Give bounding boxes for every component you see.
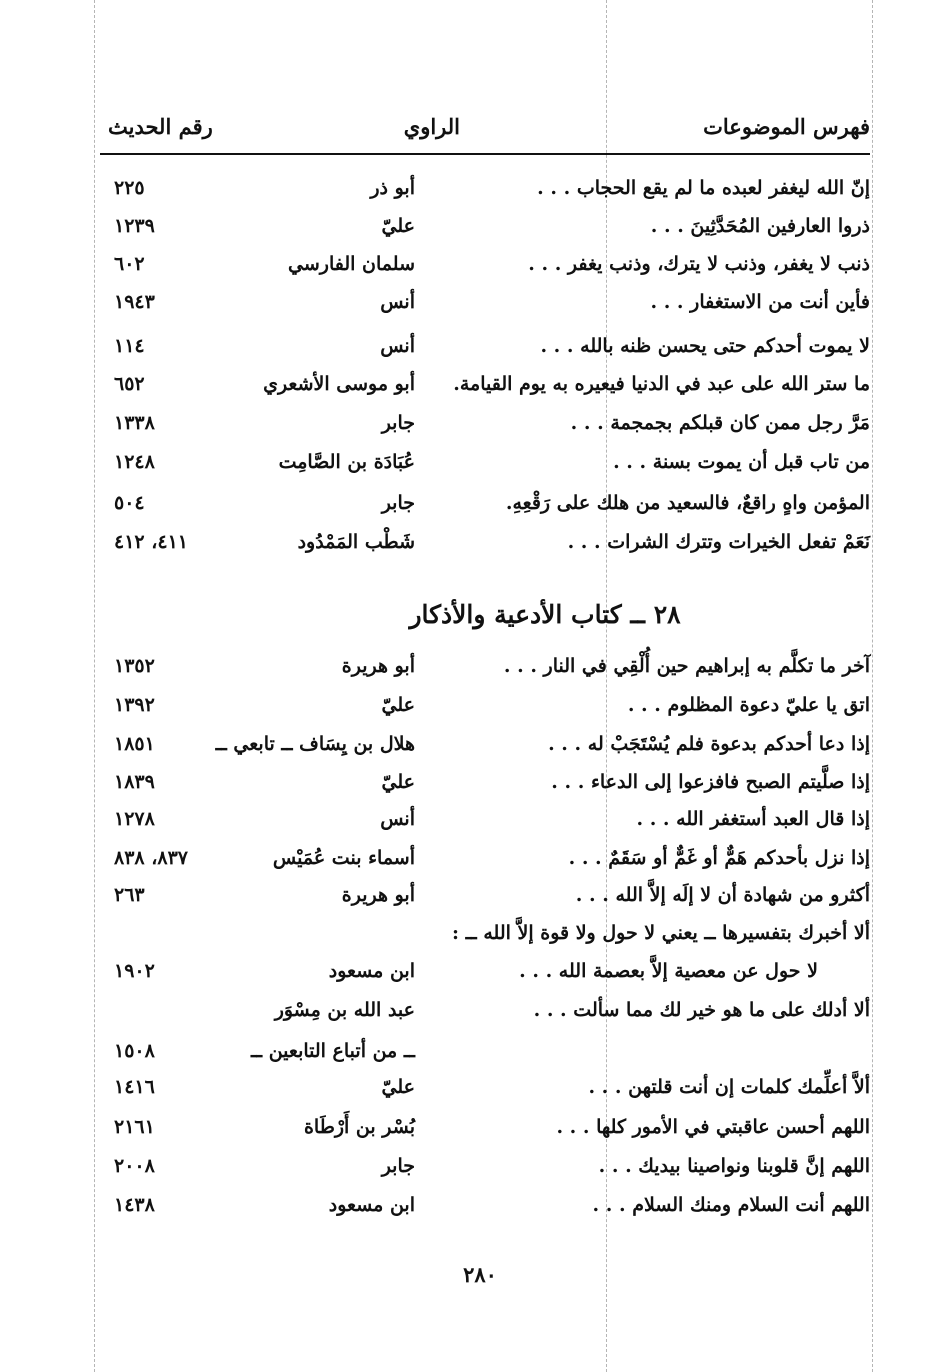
table-row (100, 490, 870, 522)
row-topic: آخر ما تكلَّم به إبراهيم حين أُلْقِي في النار . . . (503, 655, 870, 677)
row-narrator: ابن مسعود (328, 960, 415, 982)
row-narrator: شَطْب المَمْدُود (297, 531, 415, 553)
row-topic: إنّ الله ليغفر لعبده ما لم يقع الحجاب . . . (537, 177, 870, 199)
table-row (100, 997, 870, 1029)
row-topic: إذا نزل بأحدكم هَمٌّ أو غَمٌّ أو سَقَمٌ . . . (568, 847, 870, 869)
row-topic: ما ستر الله على عبد في الدنيا فيعيره به يوم القيامة. (453, 373, 870, 395)
row-narrator: أبو هريرة (341, 884, 415, 906)
row-number: ١٣٣٨ (114, 412, 155, 434)
row-narrator: عليّ (381, 215, 415, 237)
table-row (100, 1114, 870, 1146)
row-number: ٦٥٢ (114, 373, 145, 395)
table-row (100, 806, 870, 838)
table-row (100, 731, 870, 763)
row-narrator: أبو هريرة (341, 655, 415, 677)
row-narrator: أسماء بنت عُمَيْس (272, 847, 415, 869)
table-row (100, 371, 870, 403)
row-narrator: أنس (380, 335, 415, 357)
row-narrator: أنس (380, 808, 415, 830)
row-topic: من تاب قبل أن يموت بسنة . . . (613, 451, 870, 473)
row-topic: ألاَّ أعلِّمك كلمات إن أنت قلتهن . . . (588, 1076, 870, 1098)
row-number: ٤١١، ٤١٢ (114, 531, 188, 553)
table-row (100, 1074, 870, 1106)
table-row (100, 289, 870, 321)
row-topic: إذا دعا أحدكم بدعوة فلم يُسْتَجَبْ له . . . (548, 733, 870, 755)
table-row (100, 845, 870, 877)
row-topic: ألا أدلك على ما هو خير لك مما سألت . . . (533, 999, 870, 1021)
fold-line-right (872, 0, 873, 1372)
row-topic: ذنب لا يغفر، وذنب لا يترك، وذنب يغفر . . . (528, 253, 870, 275)
row-narrator: جابر (381, 1155, 415, 1177)
table-row (100, 449, 870, 481)
row-number: ٦٠٢ (114, 253, 145, 275)
row-topic: نَعَمْ تفعل الخيرات وتترك الشرات . . . (567, 531, 870, 553)
table-row (100, 653, 870, 685)
row-narrator: أبو ذر (370, 177, 415, 199)
row-topic: إذا صلَّيتم الصبح فافزعوا إلى الدعاء . . . (551, 771, 870, 793)
header-topic: فهرس الموضوعات (703, 114, 870, 139)
row-narrator: جابر (381, 492, 415, 514)
row-topic: لا حول عن معصية إلاَّ بعصمة الله . . . (519, 960, 818, 982)
row-number: ١٣٩٢ (114, 694, 155, 716)
row-narrator: ابن مسعود (328, 1194, 415, 1216)
row-narrator: سلمان الفارسي (288, 253, 415, 275)
row-topic: فأين أنت من الاستغفار . . . (650, 291, 870, 313)
row-narrator: جابر (381, 412, 415, 434)
table-row (100, 175, 870, 207)
row-number: ١١٤ (114, 335, 145, 357)
row-narrator: أنس (380, 291, 415, 313)
row-number: ١٩٤٣ (114, 291, 155, 313)
table-row (100, 410, 870, 442)
header-hadith-number: رقم الحديث (108, 114, 213, 139)
row-number: ٥٠٤ (114, 492, 145, 514)
table-row (100, 251, 870, 283)
table-row (100, 213, 870, 245)
fold-line-left (94, 0, 95, 1372)
row-narrator: عليّ (381, 771, 415, 793)
row-narrator: عبد الله بن مِسْوَر (274, 999, 415, 1021)
row-topic: المؤمن واهٍ راقعٌ، فالسعيد من هلك على رَقْعِهِ. (505, 492, 870, 514)
row-narrator: عُبَادَة بن الصَّامِت (278, 451, 415, 473)
row-narrator: عليّ (381, 694, 415, 716)
row-number: ٢٠٠٨ (114, 1155, 155, 1177)
row-topic: إذا قال العبد أستغفر الله . . . (636, 808, 870, 830)
table-row (100, 1153, 870, 1185)
table-header (100, 108, 870, 148)
row-topic: اللهم إنَّ قلوبنا ونواصينا بيديك . . . (598, 1155, 870, 1177)
section-title-text: ٢٨ ــ كتاب الأدعية والأذكار (409, 600, 681, 629)
row-number: ٢١٦١ (114, 1116, 155, 1138)
row-topic: اتق يا عليّ دعوة المظلوم . . . (627, 694, 870, 716)
row-topic: ذروا العارفين المُحَدَّثِينَ . . . (650, 215, 870, 237)
table-row (100, 1192, 870, 1224)
row-number: ١٨٥١ (114, 733, 155, 755)
row-narrator: هلال بن يِسَاف ــ تابعي ــ (215, 733, 415, 755)
row-number: ١٢٧٨ (114, 808, 155, 830)
table-row (100, 769, 870, 801)
row-number: ١٥٠٨ (114, 1040, 155, 1062)
row-topic: اللهم أحسن عاقبتي في الأمور كلها . . . (556, 1116, 870, 1138)
section-title (100, 600, 870, 640)
row-number: ١٨٣٩ (114, 771, 155, 793)
row-narrator: ــ من أتباع التابعين ــ (250, 1040, 415, 1062)
row-number: ١٢٤٨ (114, 451, 155, 473)
table-row (100, 920, 870, 952)
row-topic: لا يموت أحدكم حتى يحسن ظنه بالله . . . (540, 335, 870, 357)
header-narrator: الراوي (403, 114, 460, 139)
row-topic: اللهم أنت السلام ومنك السلام . . . (592, 1194, 870, 1216)
row-number: ١٤٣٨ (114, 1194, 155, 1216)
table-row (100, 882, 870, 914)
row-number: ٢٦٣ (114, 884, 145, 906)
row-narrator: عليّ (381, 1076, 415, 1098)
row-narrator: أبو موسى الأشعري (263, 373, 415, 395)
row-narrator: بُسْر بن أَرْطَاة (303, 1116, 415, 1138)
table-row (100, 958, 870, 990)
page-number: ٢٨٠ (463, 1262, 497, 1287)
row-number: ١٣٥٢ (114, 655, 155, 677)
row-topic: مَرَّ رجل ممن كان قبلكم بجمجمة . . . (570, 412, 870, 434)
row-number: ١٤١٦ (114, 1076, 155, 1098)
header-rule (100, 153, 870, 155)
row-number: ١٢٣٩ (114, 215, 155, 237)
table-row (100, 1038, 870, 1070)
table-row (100, 692, 870, 724)
row-number: ٨٣٧، ٨٣٨ (114, 847, 188, 869)
row-number: ١٩٠٢ (114, 960, 155, 982)
row-topic: أكثرو من شهادة أن لا إلَه إلاَّ الله . . . (575, 884, 870, 906)
table-row (100, 529, 870, 561)
row-topic: ألا أخبرك بتفسيرها ــ يعني لا حول ولا قوة إلاَّ الله ــ : (451, 922, 870, 944)
row-number: ٢٢٥ (114, 177, 145, 199)
table-row (100, 333, 870, 365)
